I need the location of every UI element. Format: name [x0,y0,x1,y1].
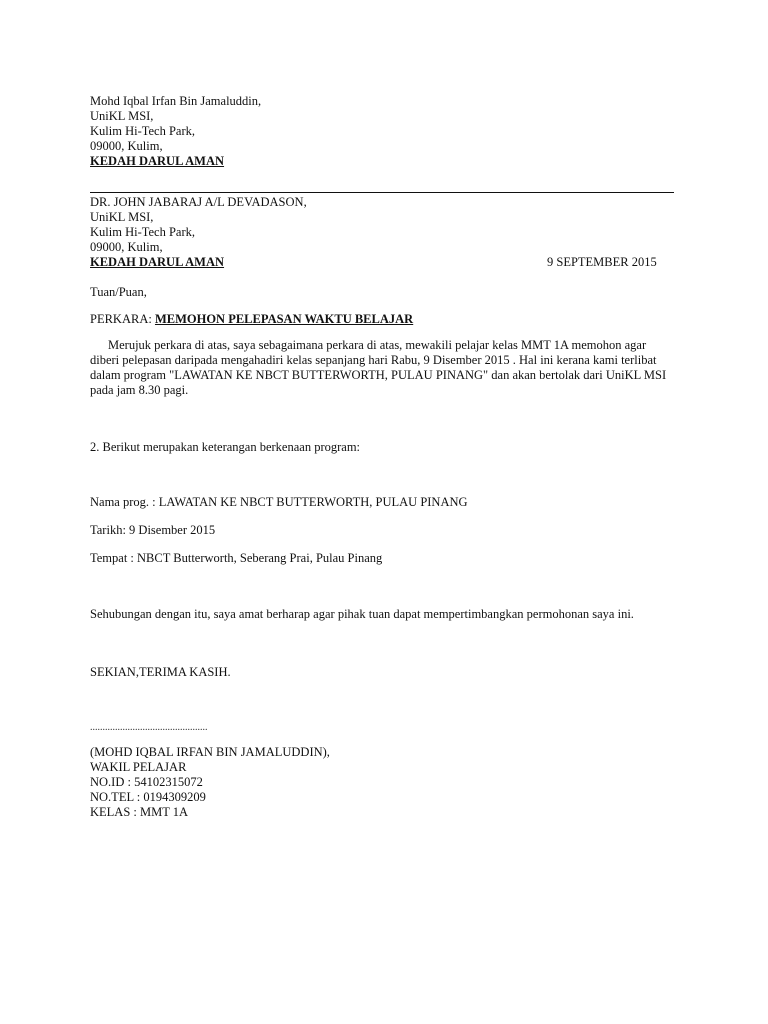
body-paragraph-3: Sehubungan dengan itu, saya amat berharap agar pihak tuan dapat mempertimbangkan permohonan saya ini. [90,607,634,621]
signature-tel: NO.TEL : 0194309209 [90,790,206,804]
para1-line: pada jam 8.30 pagi. [90,383,189,397]
signature-name: (MOHD IQBAL IRFAN BIN JAMALUDDIN), [90,745,330,759]
body-paragraph-1 [90,338,675,398]
letter-date: 9 SEPTEMBER 2015 [547,255,657,269]
subject-line [90,312,413,327]
body-paragraph-2: 2. Berikut merupakan keterangan berkenaan program: [90,440,361,454]
para1-line: diberi pelepasan daripada mengahadiri kelas sepanjang hari Rabu, 9 Disember 2015 . Hal ini kerana kami terlibat [90,353,657,367]
sender-name: Mohd Iqbal Irfan Bin Jamaluddin, [90,94,262,108]
sender-postcode-city: 09000, Kulim, [90,139,163,153]
program-place: Tempat : NBCT Butterworth, Seberang Prai, Pulau Pinang [90,551,383,565]
header-divider [90,192,674,193]
recipient-street: Kulim Hi-Tech Park, [90,225,196,239]
signature-id: NO.ID : 54102315072 [90,775,203,789]
recipient-org: UniKL MSI, [90,210,154,224]
signature-line: ............................................... [90,722,208,733]
recipient-state: KEDAH DARUL AMAN [90,255,225,269]
sender-state: KEDAH DARUL AMAN [90,154,225,168]
para1-line: Merujuk perkara di atas, saya sebagaimana perkara di atas, mewakili pelajar kelas MMT 1A memohon agar [108,338,647,352]
signature-class: KELAS : MMT 1A [90,805,189,819]
recipient-address [90,195,307,270]
signature-role: WAKIL PELAJAR [90,760,187,774]
subject-title: MEMOHON PELEPASAN WAKTU BELAJAR [154,312,414,326]
program-date: Tarikh: 9 Disember 2015 [90,523,216,537]
para1-line: dalam program "LAWATAN KE NBCT BUTTERWORTH, PULAU PINANG" dan akan bertolak dari UniKL MSI [90,368,667,382]
sender-street: Kulim Hi-Tech Park, [90,124,196,138]
sender-org: UniKL MSI, [90,109,154,123]
salutation: Tuan/Puan, [90,285,147,299]
closing-remark: SEKIAN,TERIMA KASIH. [90,665,231,679]
signature-block [90,745,330,820]
subject-prefix: PERKARA: [90,312,155,326]
program-name: Nama prog. : LAWATAN KE NBCT BUTTERWORTH, PULAU PINANG [90,495,468,509]
recipient-name: DR. JOHN JABARAJ A/L DEVADASON, [90,195,307,209]
sender-address [90,94,261,169]
recipient-postcode-city: 09000, Kulim, [90,240,163,254]
